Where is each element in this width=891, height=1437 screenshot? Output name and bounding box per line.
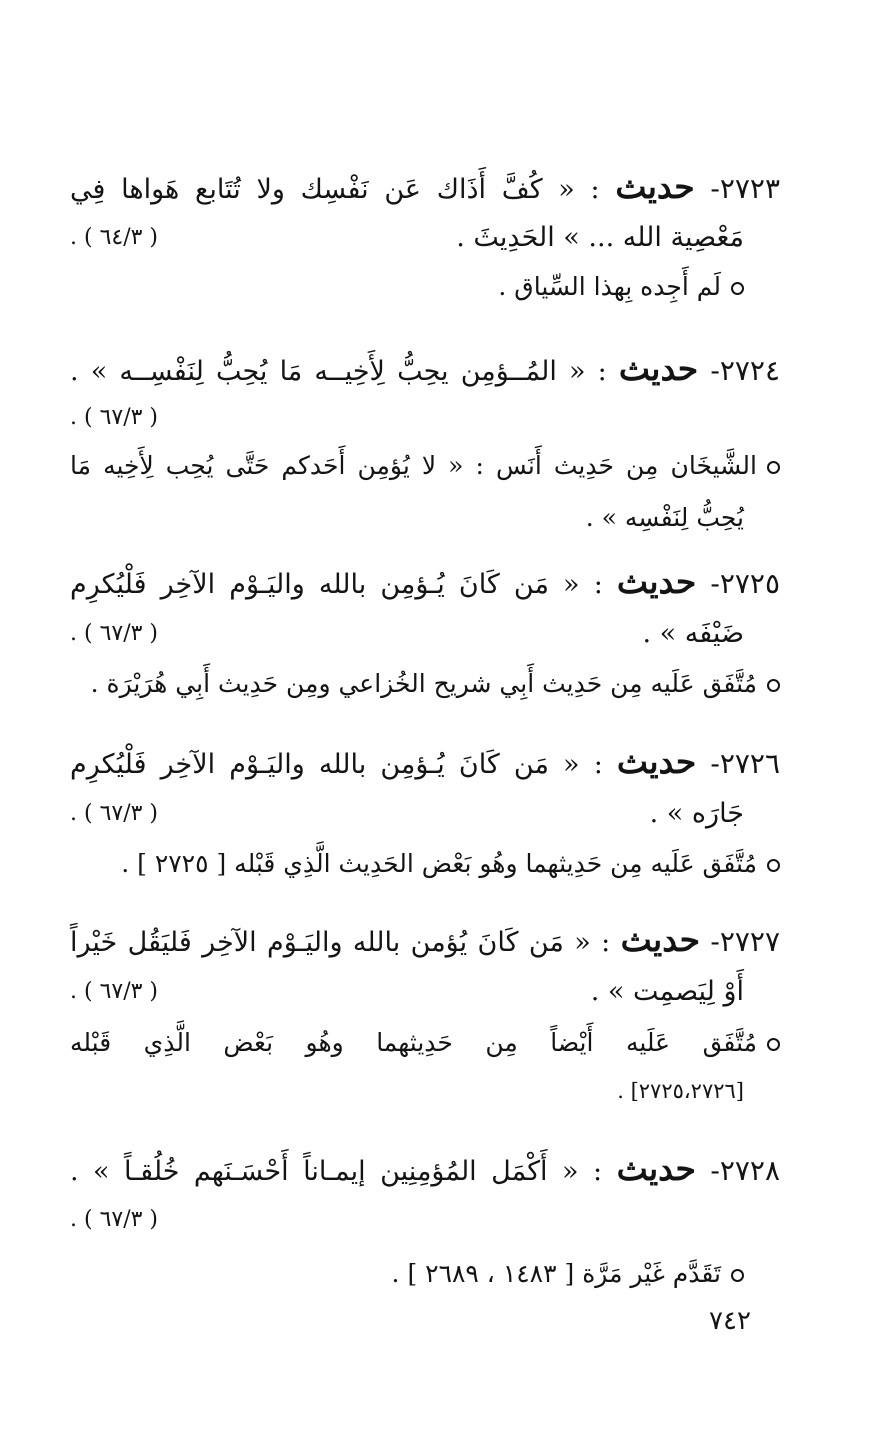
volume-page-reference: ( ٦٧/٣ ) . [70,1207,159,1232]
note-text: [٢٧٢٥،٢٧٢٦] . [617,1079,744,1103]
entry-text: : « كُفَّ أَذَاك عَن نَفْسِك ولا تُتَابع هَواها فِي [70,174,600,205]
entry-text: : « مَن كَانَ يُـؤمِن بالله واليَـوْم الآخِر فَلْيُكرِم [70,569,603,600]
circle-bullet-icon [767,679,780,692]
note-line [70,659,780,709]
note-text: لَم أَجِده بِهذا السِّياق . [498,272,721,301]
entry-number: ٢٧٢٦- [710,747,780,780]
note-line [70,1017,780,1069]
note-line [70,492,780,544]
entry-number: ٢٧٢٤- [710,354,780,387]
note-line [70,1069,780,1113]
hadith-entry-2723 [70,160,780,312]
entry-line [70,214,780,262]
reference-row [70,396,780,440]
volume-page-reference: ( ٦٧/٣ ) . [70,621,159,646]
volume-page-reference: ( ٦٤/٣ ) . [70,225,159,250]
circle-bullet-icon [767,461,780,474]
hadith-entry-2728 [70,1142,780,1300]
hadith-keyword: حديث [616,1149,696,1188]
entry-text: : « أَكْمَل المُؤمِنِين إيمـاناً أَحْسَـنَهم خُلُقـاً » . [70,1156,603,1187]
entry-text: : « مَن كَانَ يُـؤمِن بالله واليَـوْم الآخِر فَلْيُكرِم [70,749,603,780]
entry-line [70,1142,780,1196]
hadith-keyword: حديث [616,742,697,781]
circle-bullet-icon [767,1038,780,1051]
note-text: مُتَّفَق عَلَيه مِن حَدِيث أَبِي شريح الخُزاعي ومِن حَدِيث أَبِي هُرَيْرَة . [90,669,757,698]
entry-line [70,609,780,659]
entry-text: ضَيْفَه » . [642,618,744,649]
hadith-keyword: حديث [615,167,695,206]
note-line [70,839,780,889]
note-text: الشَّيخَان مِن حَدِيث أَنَس : « لا يُؤمِن أَحَدكم حَتَّى يُحِب لِأَخِيه مَا [70,451,757,480]
entry-line [70,913,780,967]
entry-line [70,160,780,214]
entry-text: : « مَن كَانَ يُؤمن بالله واليَـوْم الآخِر فَليَقُل خَيْراً [70,927,611,958]
volume-page-reference: ( ٦٧/٣ ) . [70,979,159,1004]
entry-line [70,967,780,1017]
volume-page-reference: ( ٦٧/٣ ) . [70,405,159,430]
note-line [70,262,780,312]
note-line [70,1248,780,1300]
entry-number: ٢٧٢٣- [710,172,780,205]
entry-number: ٢٧٢٥- [710,567,780,600]
entry-number: ٢٧٢٨- [710,1154,780,1187]
entry-line [70,789,780,839]
note-text: تَقَدَّم غَيْر مَرَّة [ ١٤٨٣ ، ٢٦٨٩ ] . [391,1259,721,1288]
page-number: ٧٤٢ [709,1306,751,1336]
hadith-entry-2725 [70,555,780,709]
entry-text: مَعْصِية الله ... » الحَدِيثَ . [456,222,744,253]
circle-bullet-icon [767,859,780,872]
hadith-entry-2724 [70,342,780,544]
entry-text: جَارَه » . [649,798,744,829]
circle-bullet-icon [731,1269,744,1282]
note-line [70,440,780,492]
entry-line [70,342,780,396]
reference-row [70,1196,780,1244]
note-text: مُتَّفَق عَلَيه أَيْضاً مِن حَدِيثهما وهُو بَعْض الَّذِي قَبْله [70,1028,757,1057]
volume-page-reference: ( ٦٧/٣ ) . [70,801,159,826]
entry-line [70,555,780,609]
hadith-keyword: حديث [616,562,697,601]
entry-number: ٢٧٢٧- [710,925,780,958]
hadith-keyword: حديث [618,349,699,388]
hadith-keyword: حديث [620,920,700,959]
note-text: مُتَّفَق عَلَيه مِن حَدِيثهما وهُو بَعْض الحَدِيث الَّذِي قَبْله [ ٢٧٢٥ ] . [121,849,757,878]
entry-line [70,735,780,789]
circle-bullet-icon [731,282,744,295]
entry-text: أَوْ لِيَصمِت » . [590,976,744,1007]
hadith-entry-2727 [70,913,780,1113]
note-text: يُحِبُّ لِنَفْسِه » . [585,503,744,532]
hadith-entry-2726 [70,735,780,889]
entry-text: : « المُــؤمِن يحِبُّ لِأَخِيــه مَا يُحِبُّ لِنَفْسِــه » . [70,356,607,387]
